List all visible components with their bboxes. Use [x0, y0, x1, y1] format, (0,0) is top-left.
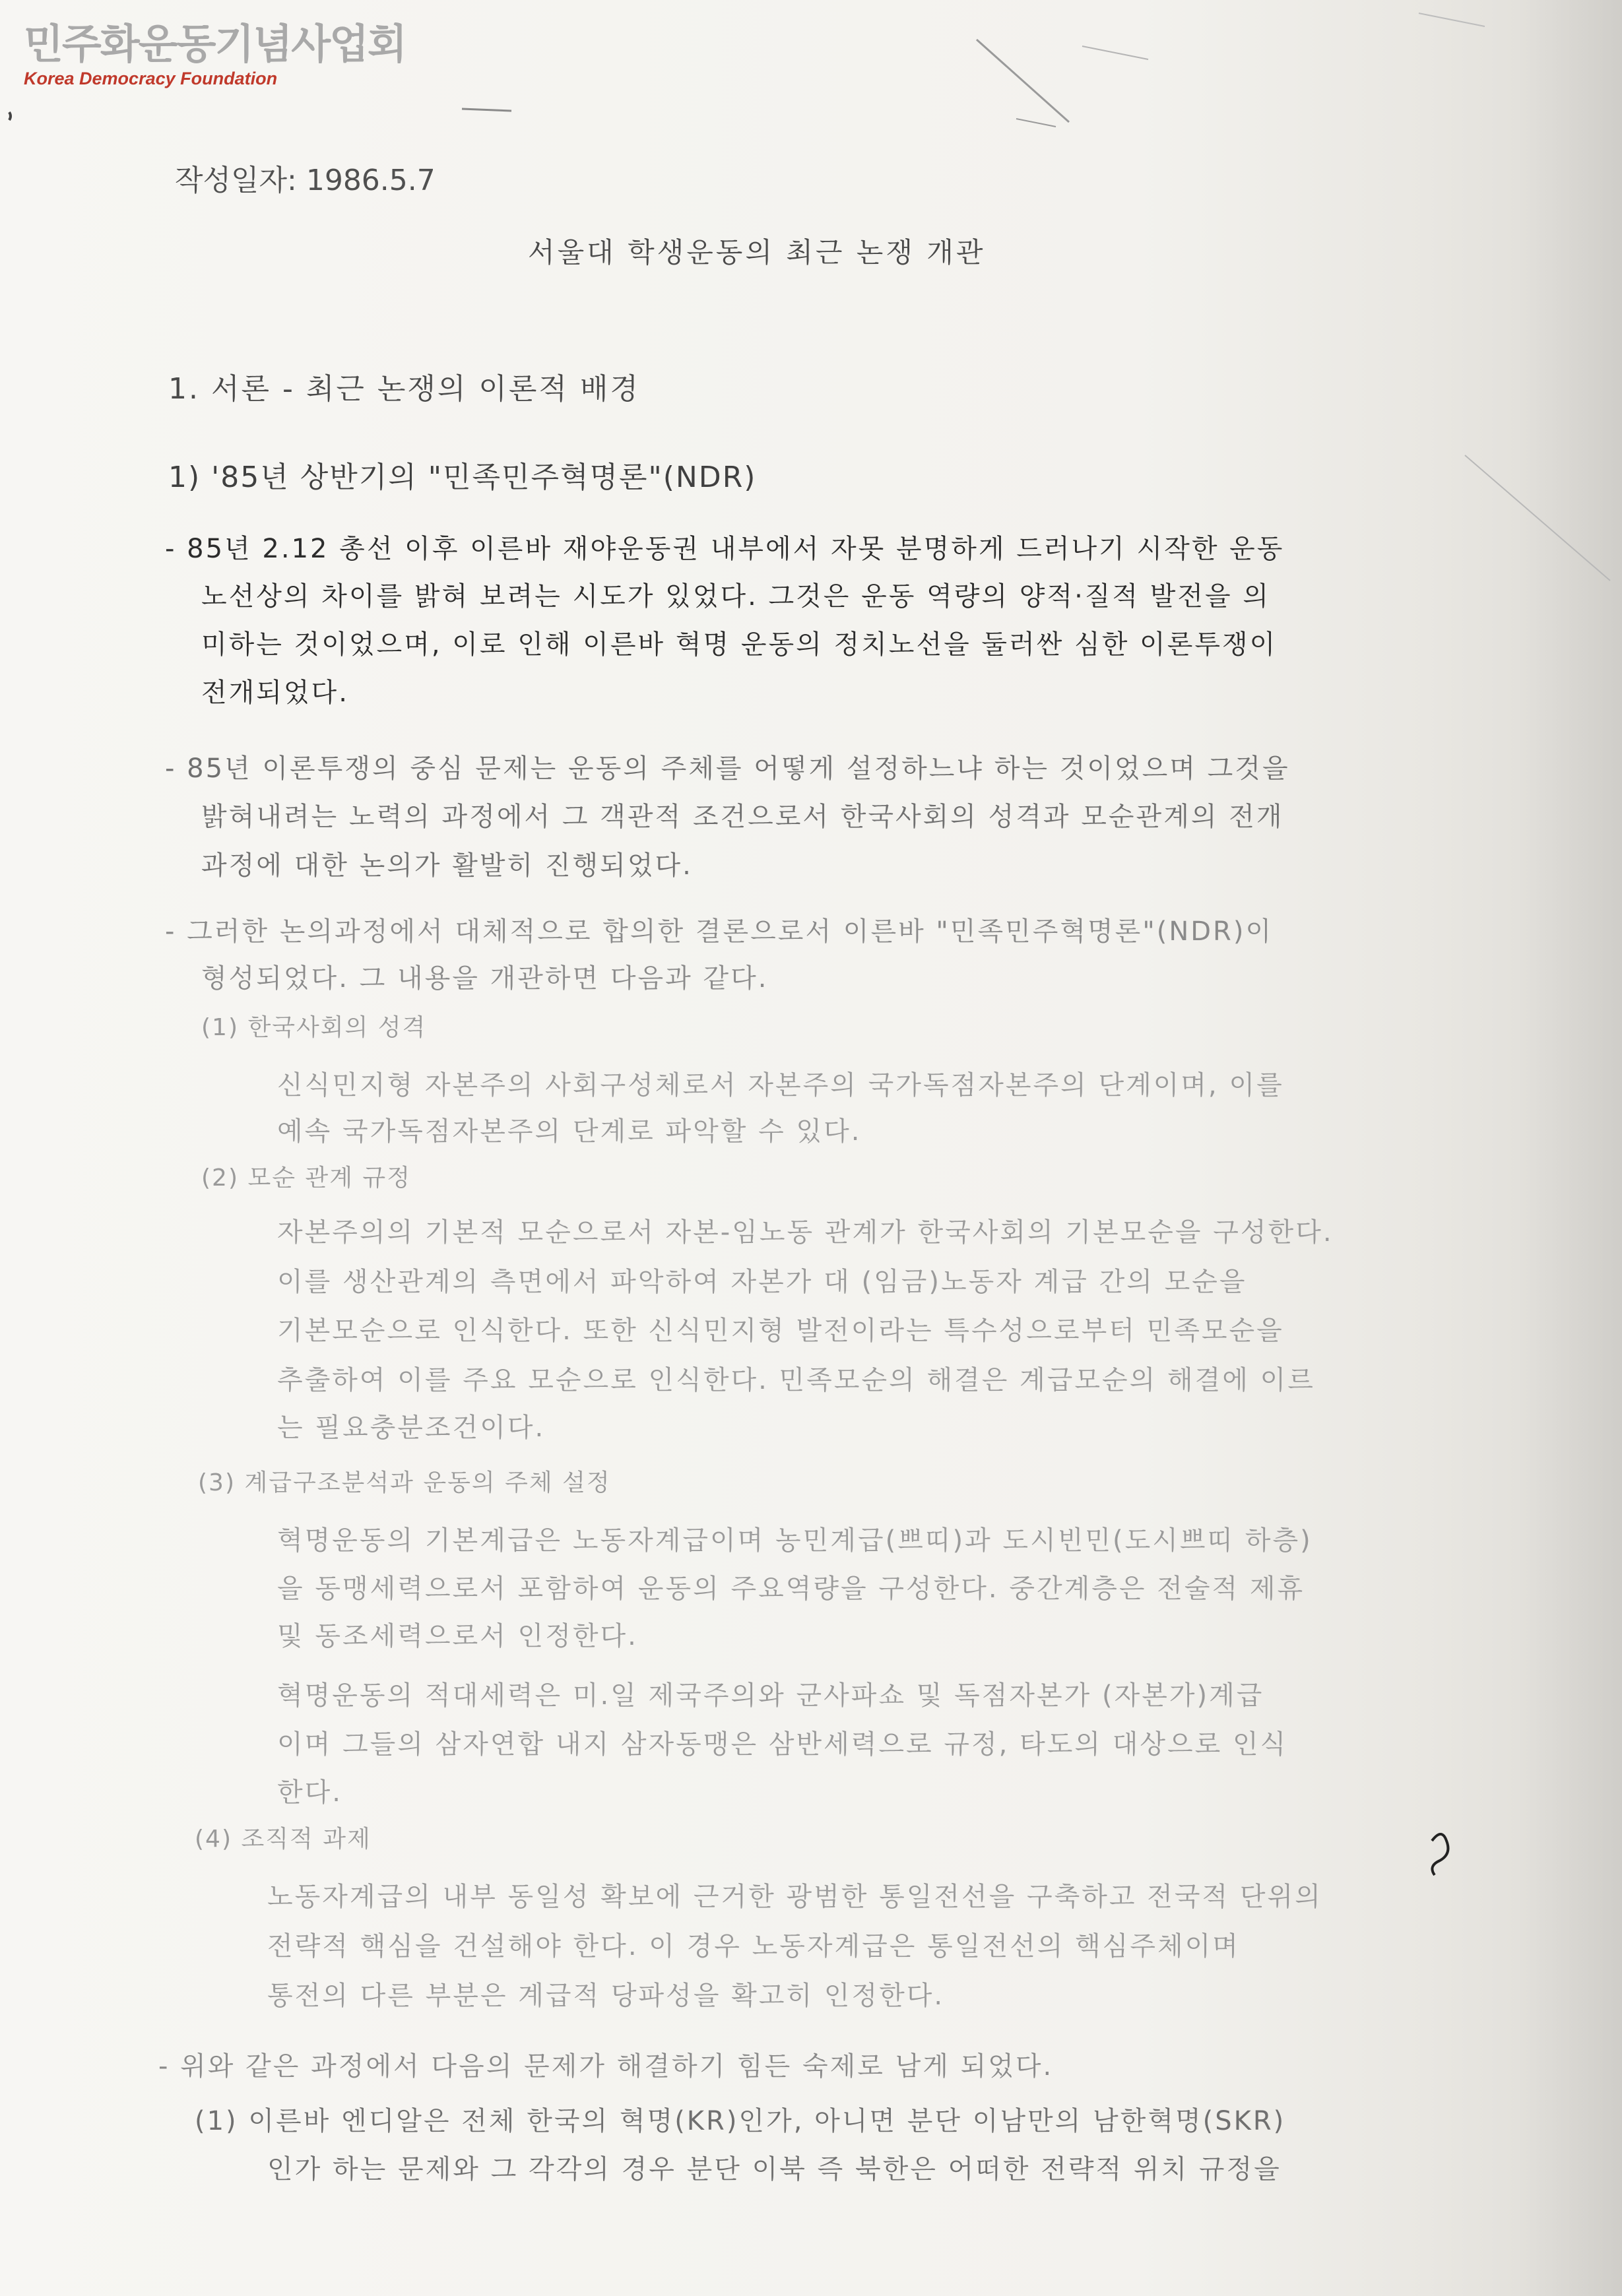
- body-line: - 그러한 논의과정에서 대체적으로 합의한 결론으로서 이른바 "민족민주혁명론"(NDR)이: [165, 916, 1274, 947]
- list-item-heading: (3) 계급구조분석과 운동의 주체 설정: [198, 1469, 611, 1496]
- body-line: 통전의 다른 부분은 계급적 당파성을 확고히 인정한다.: [267, 1981, 945, 2011]
- body-line: 밝혀내려는 노력의 과정에서 그 객관적 조건으로서 한국사회의 성격과 모순관계의 전개: [201, 802, 1284, 832]
- body-line: 전략적 핵심을 건설해야 한다. 이 경우 노동자계급은 통일전선의 핵심주체이며: [267, 1931, 1240, 1961]
- body-line: 을 동맹세력으로서 포함하여 운동의 주요역량을 구성한다. 중간계층은 전술적 제휴: [277, 1574, 1305, 1604]
- body-line: (1) 이른바 엔디알은 전체 한국의 혁명(KR)인가, 아니면 분단 이남만의 남한혁명(SKR): [195, 2106, 1286, 2136]
- body-line: 신식민지형 자본주의 사회구성체로서 자본주의 국가독점자본주의 단계이며, 이를: [277, 1070, 1284, 1100]
- body-line: 혁명운동의 적대세력은 미.일 제국주의와 군사파쇼 및 독점자본가 (자본가)계급: [277, 1680, 1264, 1711]
- document-title: 서울대 학생운동의 최근 논쟁 개관: [528, 236, 986, 269]
- body-line: 이를 생산관계의 측면에서 파악하여 자본가 대 (임금)노동자 계급 간의 모순을: [277, 1267, 1247, 1297]
- page-edge-shadow: [1516, 0, 1622, 2296]
- body-line: 미하는 것이었으며, 이로 인해 이른바 혁명 운동의 정치노선을 둘러싼 심한 이론투쟁이: [201, 629, 1278, 660]
- body-line: 노동자계급의 내부 동일성 확보에 근거한 광범한 통일전선을 구축하고 전국적 단위의: [267, 1882, 1322, 1912]
- body-line: 이며 그들의 삼자연합 내지 삼자동맹은 삼반세력으로 규정, 타도의 대상으로 인식: [277, 1729, 1288, 1760]
- body-line: 인가 하는 문제와 그 각각의 경우 분단 이북 즉 북한은 어떠한 전략적 위치 규정을: [267, 2154, 1281, 2184]
- watermark-org-english: Korea Democracy Foundation: [24, 69, 278, 88]
- body-line: 및 동조세력으로서 인정한다.: [277, 1621, 638, 1651]
- date-line: 작성일자: 1986.5.7: [175, 164, 436, 197]
- body-line: - 85년 이론투쟁의 중심 문제는 운동의 주체를 어떻게 설정하느냐 하는 것이었으며 그것을: [165, 753, 1290, 784]
- subsection-heading: 1) '85년 상반기의 "민족민주혁명론"(NDR): [168, 461, 757, 494]
- body-line: 자본주의의 기본적 모순으로서 자본-임노동 관계가 한국사회의 기본모순을 구성한다.: [277, 1217, 1334, 1248]
- body-line: 는 필요충분조건이다.: [277, 1413, 546, 1443]
- body-line: 전개되었다.: [201, 678, 349, 708]
- body-line: 혁명운동의 기본계급은 노동자계급이며 농민계급(쁘띠)과 도시빈민(도시쁘띠 하층): [277, 1525, 1313, 1556]
- list-item-heading: (4) 조직적 과제: [195, 1826, 372, 1853]
- body-line: 기본모순으로 인식한다. 또한 신식민지형 발전이라는 특수성으로부터 민족모순을: [277, 1316, 1284, 1346]
- watermark-logo: [24, 20, 406, 89]
- body-line: - 85년 2.12 총선 이후 이른바 재야운동권 내부에서 자못 분명하게 드러나기 시작한 운동: [165, 534, 1285, 564]
- body-line: 과정에 대한 논의가 활발히 진행되었다.: [201, 850, 693, 881]
- body-line: 예속 국가독점자본주의 단계로 파악할 수 있다.: [277, 1116, 862, 1147]
- watermark-org-korean: 민주화운동기념사업회: [24, 20, 406, 68]
- body-line: 한다.: [277, 1777, 342, 1808]
- body-line: 형성되었다. 그 내용을 개관하면 다음과 같다.: [201, 963, 769, 994]
- body-line: 노선상의 차이를 밝혀 보려는 시도가 있었다. 그것은 운동 역량의 양적·질적 발전을 의: [201, 581, 1271, 612]
- section-heading: 1. 서론 - 최근 논쟁의 이론적 배경: [168, 372, 640, 406]
- body-line: - 위와 같은 과정에서 다음의 문제가 해결하기 힘든 숙제로 남게 되었다.: [158, 2051, 1054, 2082]
- list-item-heading: (2) 모순 관계 규정: [201, 1164, 411, 1192]
- body-line: 추출하여 이를 주요 모순으로 인식한다. 민족모순의 해결은 계급모순의 해결에 이르: [277, 1365, 1315, 1395]
- list-item-heading: (1) 한국사회의 성격: [201, 1014, 427, 1041]
